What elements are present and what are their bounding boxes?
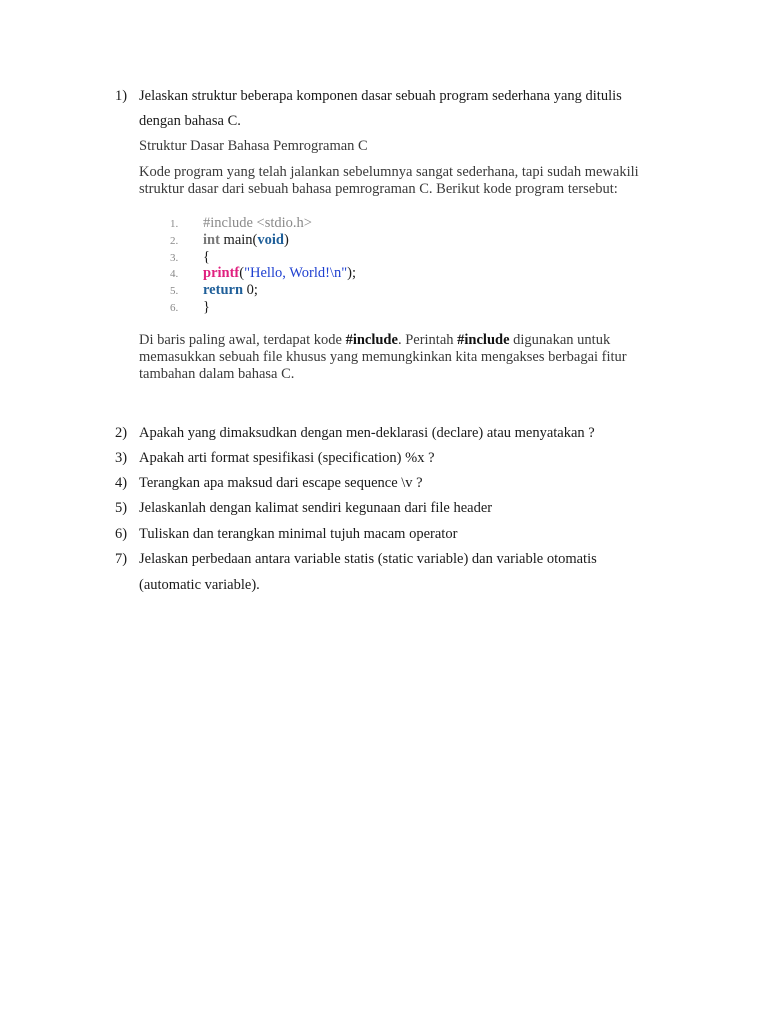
explanation-paragraph <box>139 332 669 383</box>
code-text: { <box>203 249 210 265</box>
code-plain: 0; <box>243 282 258 298</box>
code-text <box>203 282 258 299</box>
code-line <box>170 282 570 299</box>
question-2-text: Apakah yang dimaksudkan dengan men-deklarasi (declare) atau menyatakan ? <box>139 425 595 441</box>
code-line <box>170 232 570 249</box>
code-line <box>170 215 570 232</box>
question-5-number: 5) <box>115 500 128 516</box>
explanation-text: . Perintah <box>397 332 458 348</box>
question-3-text: Apakah arti format spesifikasi (specification) %x ? <box>139 450 435 466</box>
question-5-text: Jelaskanlah dengan kalimat sendiri kegunaan dari file header <box>139 500 493 516</box>
code-type-keyword: int <box>203 232 220 248</box>
code-line <box>170 249 570 266</box>
code-function: printf <box>203 265 240 281</box>
code-keyword: return <box>203 282 244 298</box>
code-plain: ); <box>347 265 356 281</box>
code-line <box>170 299 570 316</box>
question-6-text: Tuliskan dan terangkan minimal tujuh macam operator <box>139 526 458 542</box>
question-4-number: 4) <box>115 475 128 491</box>
question-2-number: 2) <box>115 425 128 441</box>
question-7-text-cont: (automatic variable). <box>139 577 260 593</box>
question-7-number: 7) <box>115 551 128 567</box>
line-number: 3. <box>170 252 179 264</box>
line-number: 4. <box>170 268 179 280</box>
question-1-text-cont: dengan bahasa C. <box>139 113 241 129</box>
code-plain: ( <box>239 265 245 281</box>
explanation-line-3: tambahan dalam bahasa C. <box>139 366 295 382</box>
question-7-text: Jelaskan perbedaan antara variable statis (static variable) dan variable otomatis <box>139 551 597 567</box>
intro-line-1: Kode program yang telah jalankan sebelumnya sangat sederhana, tapi sudah mewakili <box>139 164 639 180</box>
explanation-bold: #include <box>457 332 510 348</box>
line-number: 5. <box>170 285 179 297</box>
explanation-text: Di baris paling awal, terdapat kode <box>139 332 346 348</box>
code-text: #include <stdio.h> <box>203 215 312 231</box>
code-plain: main( <box>219 232 258 248</box>
intro-paragraph <box>139 164 669 198</box>
code-text <box>203 265 356 282</box>
code-string: "Hello, World!\n" <box>244 265 348 281</box>
code-text <box>203 232 289 249</box>
question-6-number: 6) <box>115 526 128 542</box>
intro-line-2: struktur dasar dari sebuah bahasa pemrograman C. Berikut kode program tersebut: <box>139 181 618 197</box>
question-1-text: Jelaskan struktur beberapa komponen dasar sebuah program sederhana yang ditulis <box>139 88 622 104</box>
explanation-line-2: memasukkan sebuah file khusus yang memungkinkan kita mengakses berbagai fitur <box>139 349 627 365</box>
line-number: 6. <box>170 302 179 314</box>
code-keyword: void <box>257 232 284 248</box>
code-line <box>170 265 570 282</box>
subheading: Struktur Dasar Bahasa Pemrograman C <box>139 138 368 154</box>
explanation-text: digunakan untuk <box>509 332 611 348</box>
code-plain: ) <box>283 232 289 248</box>
question-1-number: 1) <box>115 88 128 104</box>
explanation-bold: #include <box>345 332 398 348</box>
question-4-text: Terangkan apa maksud dari escape sequence \v ? <box>139 475 423 491</box>
line-number: 1. <box>170 218 179 230</box>
explanation-line-1 <box>139 332 669 349</box>
line-number: 2. <box>170 235 179 247</box>
code-text: } <box>203 299 210 315</box>
question-3-number: 3) <box>115 450 128 466</box>
